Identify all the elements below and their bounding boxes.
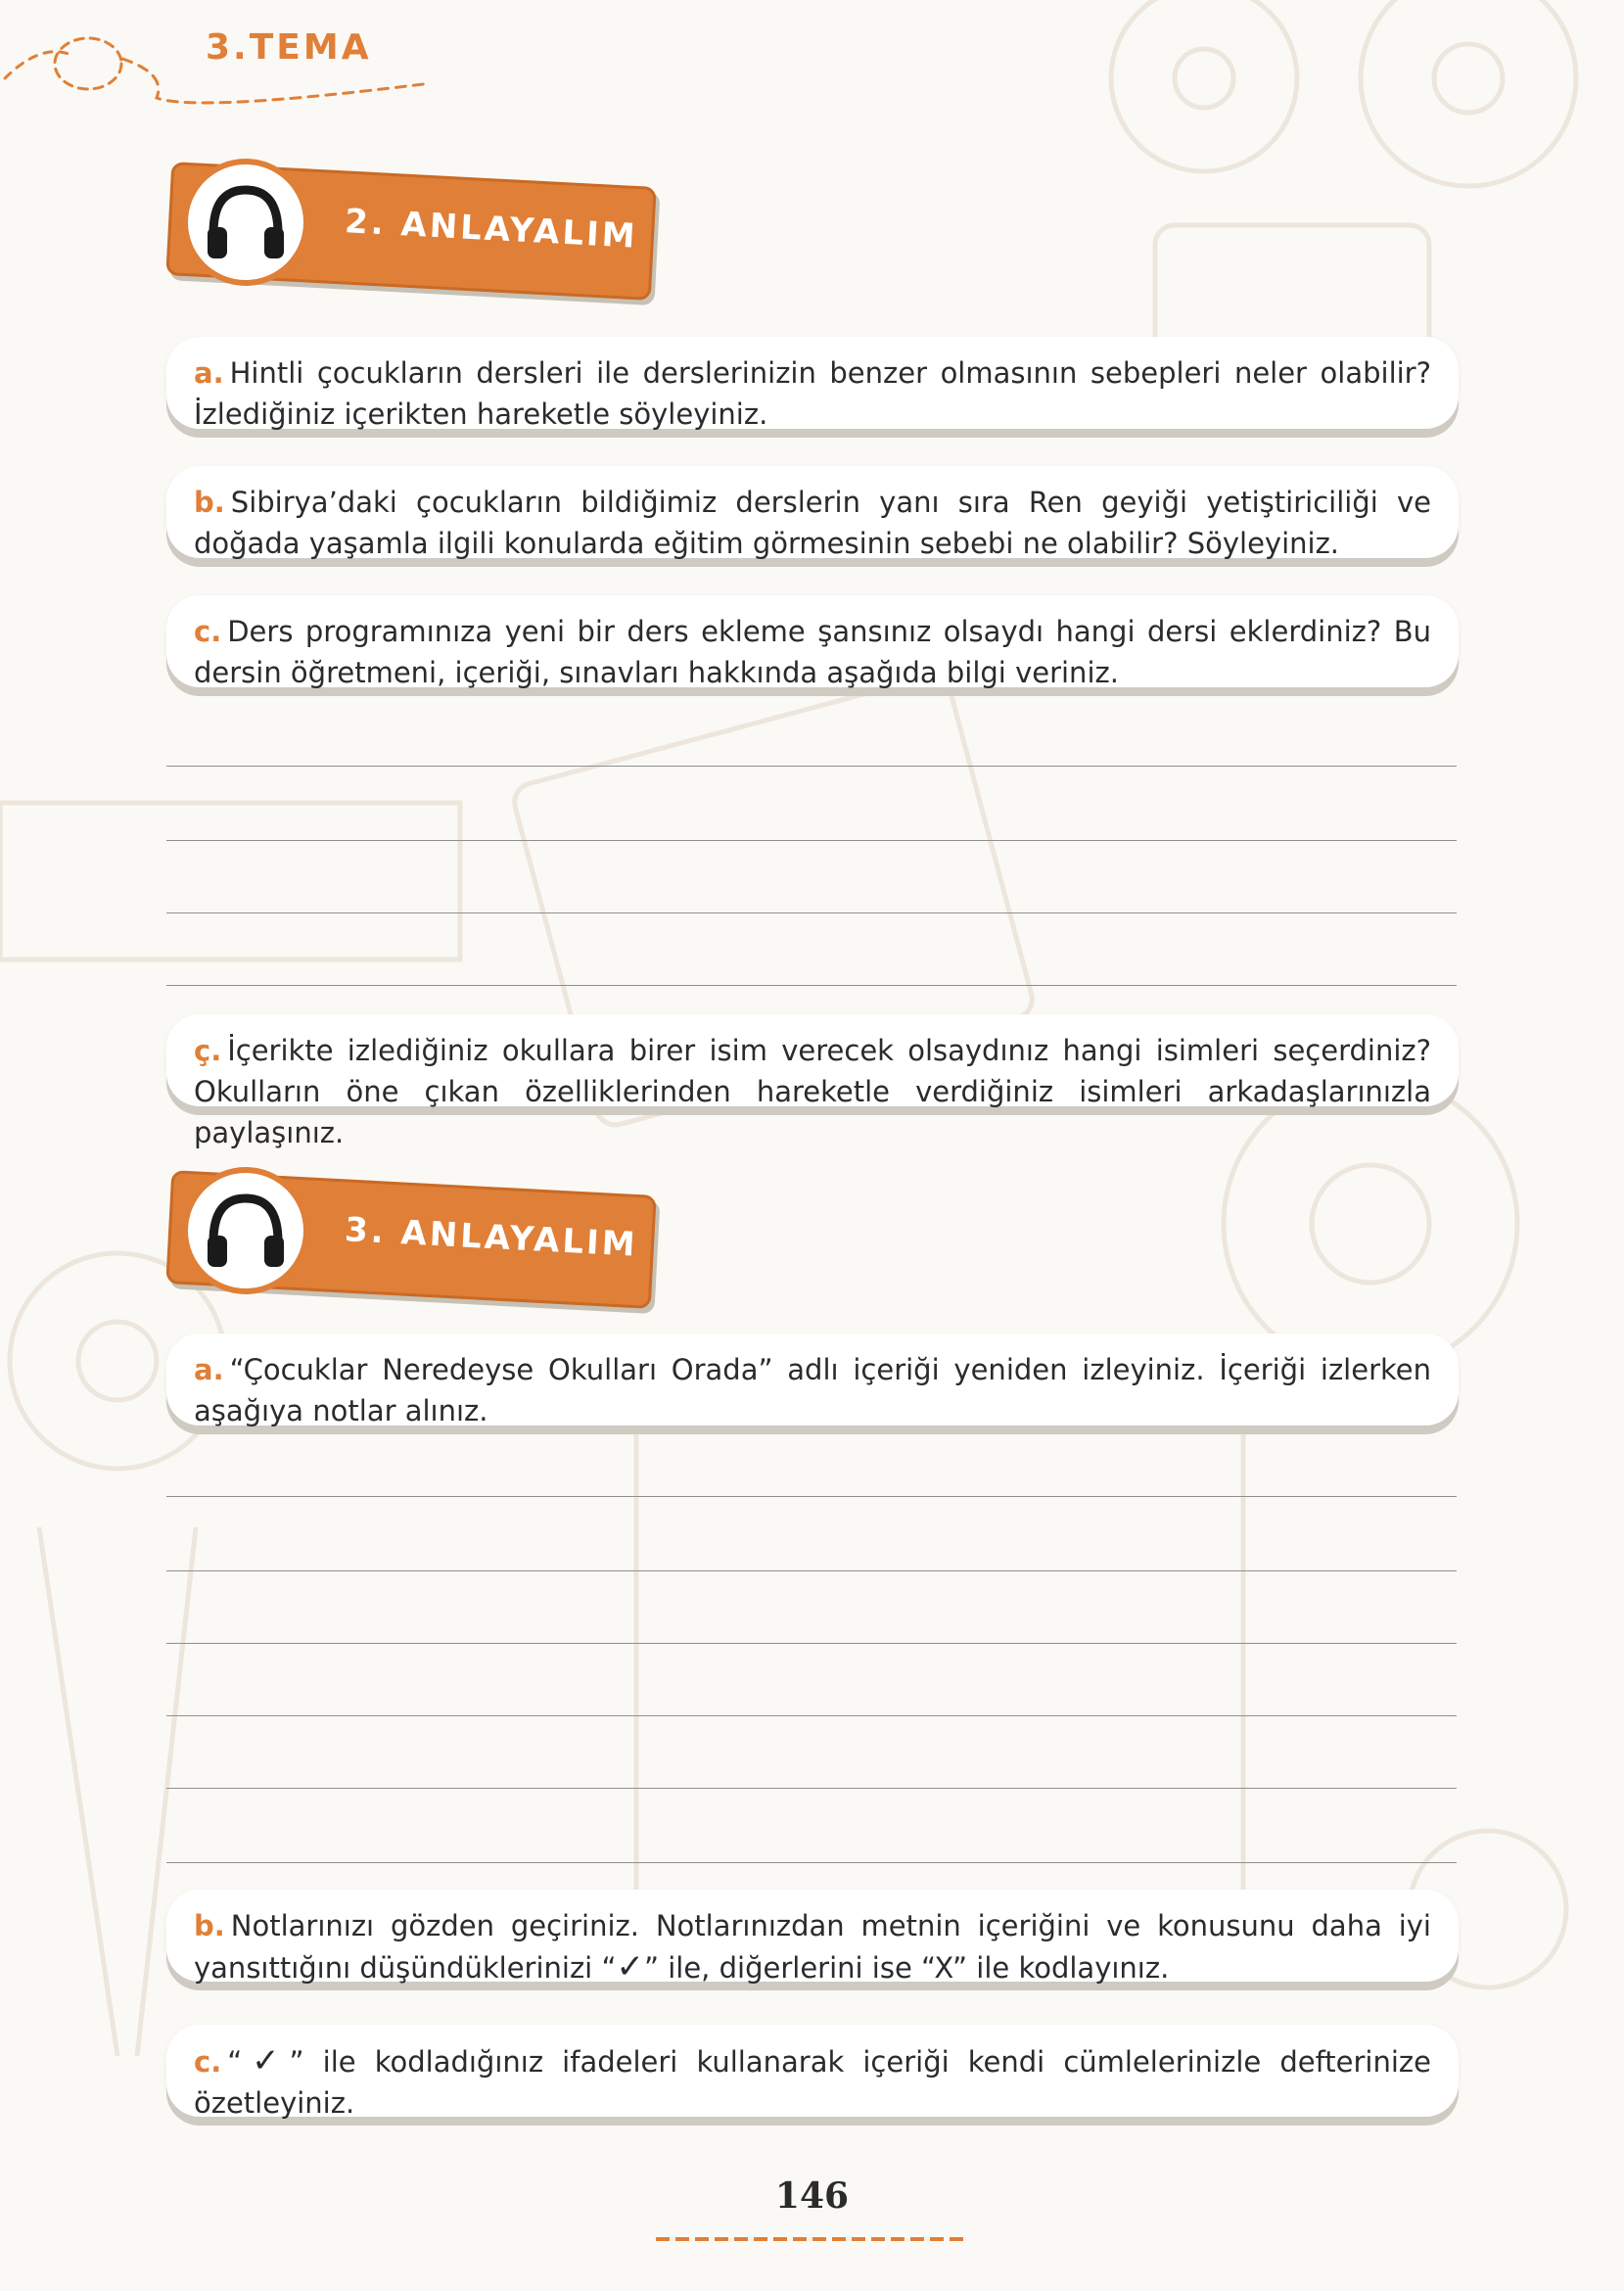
question-3a [166,1333,1459,1426]
section3-title: 3. ANLAYALIM [344,1210,639,1265]
question-letter: b. [194,1909,225,1942]
headphones-icon [188,1173,303,1288]
question-text-before: “ [227,2045,243,2079]
writing-line[interactable] [166,1570,1457,1571]
question-letter: c. [194,615,222,648]
question-3b [166,1890,1459,1987]
question-letter: b. [194,486,225,519]
question-2c [166,595,1459,687]
writing-line[interactable] [166,1862,1457,1863]
question-2a [166,337,1459,429]
writing-line[interactable] [166,1643,1457,1644]
writing-line[interactable] [166,840,1457,841]
question-letter: ç. [194,1034,222,1067]
question-text: Hintli çocukların dersleri ile derslerinizin benzer olmasının sebepleri neler olabilir? İzlediğiniz içerikten hareketle söyleyiniz. [194,356,1431,431]
writing-line[interactable] [166,1715,1457,1716]
headphones-icon [188,164,303,280]
question-letter: a. [194,1353,224,1386]
section2-title: 2. ANLAYALIM [344,202,639,257]
question-letter: c. [194,2045,222,2079]
question-text: “Çocuklar Neredeyse Okulları Orada” adlı içeriği yeniden izleyiniz. İçeriği izlerken aşağıya notlar alınız. [194,1353,1431,1427]
writing-line[interactable] [166,1496,1457,1497]
section2-badge [168,174,677,331]
checkmark-icon: ✓ [242,2041,290,2081]
question-text: Ders programınıza yeni bir ders ekleme şansınız olsaydı hangi dersi eklerdiniz? Bu dersin öğretmeni, içeriği, sınavları hakkında aşağıda bilgi veriniz. [194,615,1431,689]
theme-label: 3.TEMA [206,27,372,68]
footer-decoration [656,2234,969,2244]
question-text-after: ” ile kodladığınız ifadeleri kullanarak içeriği kendi cümlelerinizle defterinize özetleyiniz. [194,2045,1431,2120]
question-3c [166,2025,1459,2120]
section3-badge [168,1183,677,1339]
checkmark-icon: ✓ [616,1947,644,1987]
writing-line[interactable] [166,1788,1457,1789]
writing-line[interactable] [166,912,1457,913]
question-text: Sibirya’daki çocukların bildiğimiz derslerin yanı sıra Ren geyiği yetiştiriciliği ve doğada yaşamla ilgili konularda eğitim görmesinin sebebi ne olabilir? Söyleyiniz. [194,486,1431,560]
question-2cc [166,1014,1459,1149]
page-number: 146 [774,2175,850,2217]
question-text-before: Notlarınızı gözden geçiriniz. Notlarınızdan metnin içeriğini ve konusunu daha iyi yansıttığını düşündüklerinizi “ [194,1909,1431,1985]
question-2b [166,466,1459,558]
writing-line[interactable] [166,766,1457,767]
question-letter: a. [194,356,224,390]
question-text-after: ” ile, diğerlerini ise “X” ile kodlayınız. [643,1951,1170,1985]
question-text: İçerikte izlediğiniz okullara birer isim verecek olsaydınız hangi isimleri seçerdiniz? Okulların öne çıkan özelliklerinden hareketle verdiğiniz isimleri arkadaşlarınızla paylaşınız. [194,1034,1431,1149]
writing-line[interactable] [166,985,1457,986]
